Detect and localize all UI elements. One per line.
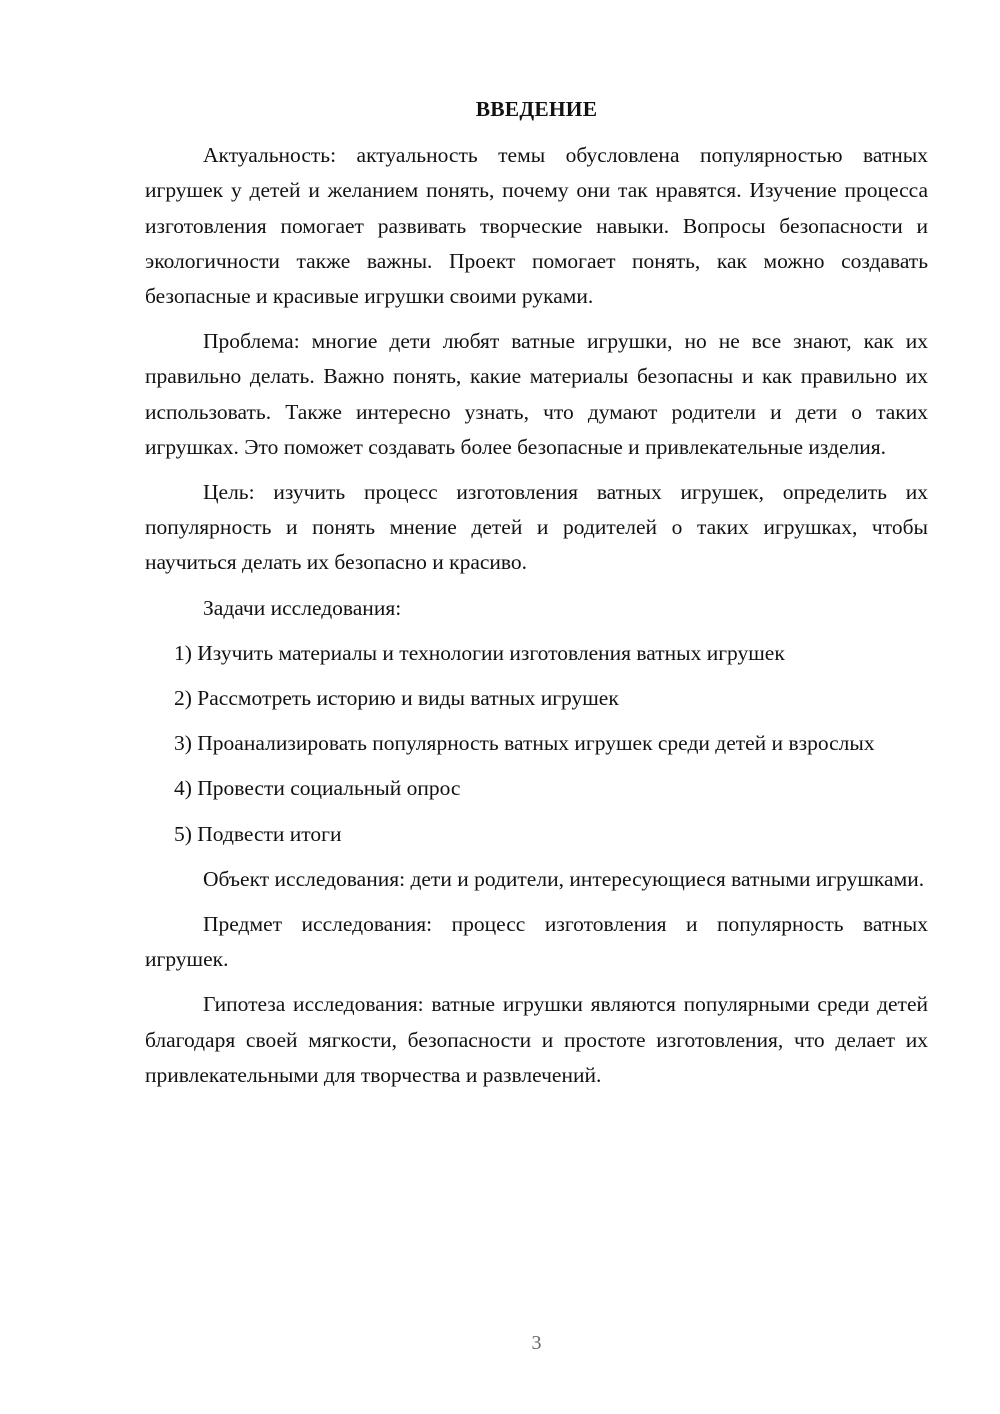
subject-paragraph: Предмет исследования: процесс изготовления и популярность ватных игрушек. xyxy=(145,912,928,972)
task-item: 2) Рассмотреть историю и виды ватных игрушек xyxy=(174,686,619,711)
problem-paragraph: Проблема: многие дети любят ватные игрушки, но не все знают, как их правильно делать. Важно понять, какие материалы безопасны и как правильно их использовать. Также интересно узнать, что думают родители и дети о таких игрушках. Это поможет создавать более безопасные и привлекательные изделия. xyxy=(145,329,928,459)
relevance-paragraph: Актуальность: актуальность темы обусловлена популярностью ватных игрушек у детей и желанием понять, почему они так нравятся. Изучение процесса изготовления помогает развивать творческие навыки. Вопросы безопасности и экологичности также важны. Проект помогает понять, как можно создавать безопасные и красивые игрушки своими руками. xyxy=(145,143,928,309)
tasks-heading: Задачи исследования: xyxy=(203,595,402,620)
hypothesis-paragraph: Гипотеза исследования: ватные игрушки являются популярными среди детей благодаря своей мягкости, безопасности и простоте изготовления, что делает их привлекательными для творчества и развлечений. xyxy=(145,992,928,1087)
page-number: 3 xyxy=(531,1332,542,1354)
goal-paragraph: Цель: изучить процесс изготовления ватных игрушек, определить их популярность и понять мнение детей и родителей о таких игрушках, чтобы научиться делать их безопасно и красиво. xyxy=(145,480,928,575)
task-item: 5) Подвести итоги xyxy=(174,821,342,846)
object-paragraph: Объект исследования: дети и родители, интересующиеся ватными игрушками. xyxy=(203,866,925,891)
task-item: 4) Провести социальный опрос xyxy=(174,776,461,801)
task-item: 1) Изучить материалы и технологии изготовления ватных игрушек xyxy=(174,640,785,665)
task-item: 3) Проанализировать популярность ватных игрушек среди детей и взрослых xyxy=(174,731,875,756)
document-page xyxy=(145,92,928,1103)
page-title: ВВЕДЕНИЕ xyxy=(475,97,598,121)
